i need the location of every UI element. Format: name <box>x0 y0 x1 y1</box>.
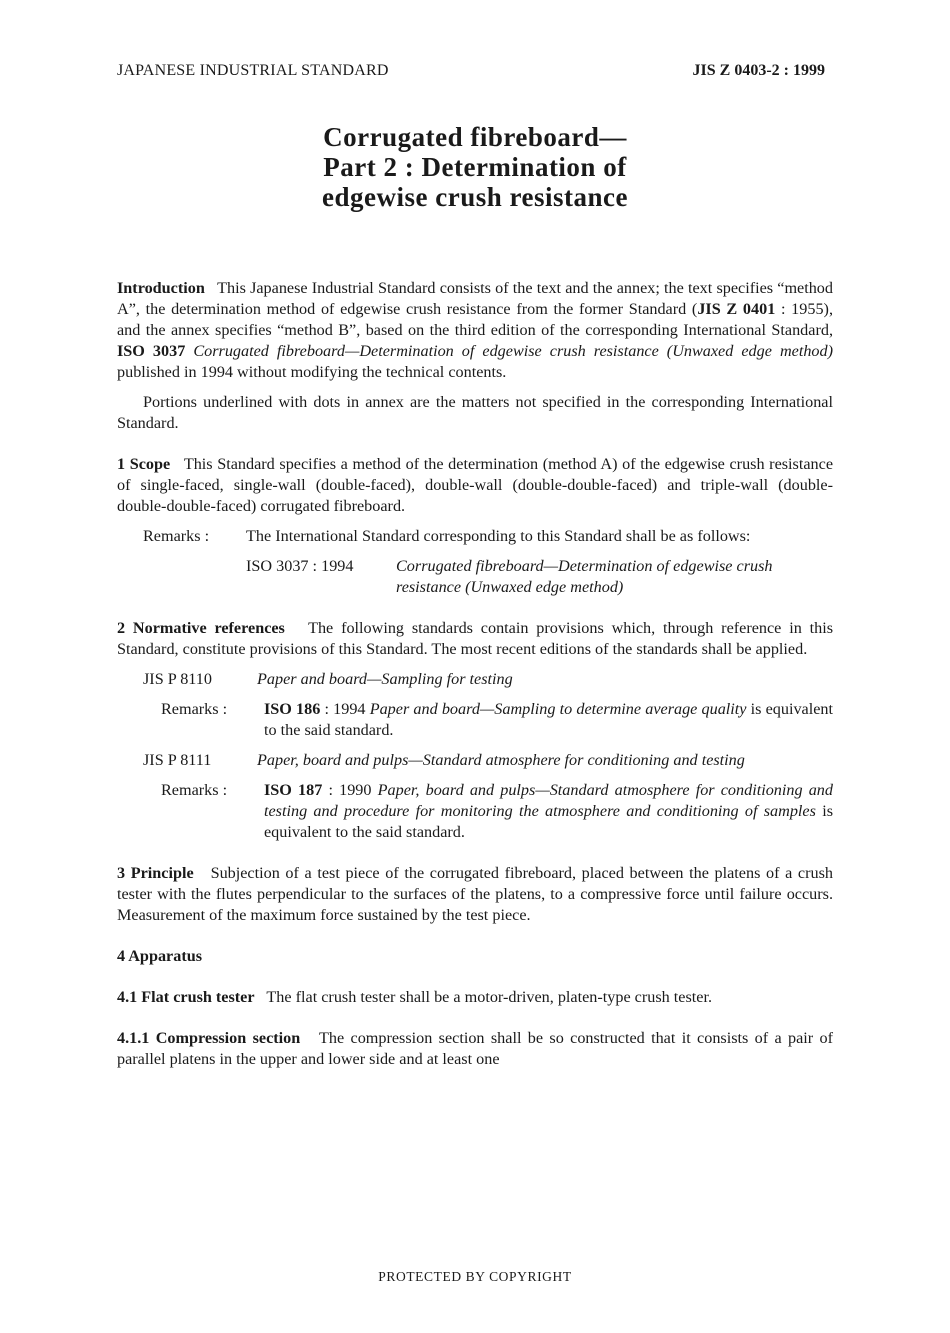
section-4-1-1-text: The compression section shall be so constructed that it consists of a pair of parallel platens in the upper and lower side and at least one <box>117 1029 833 1068</box>
scope-remarks <box>143 526 833 547</box>
principle-text: Subjection of a test piece of the corrugated fibreboard, placed between the platens of a crush tester with the flutes perpendicular to the surfaces of the platens, to a compressive force until failure occurs. Measurement of the maximum force sustained by the test piece. <box>117 864 833 924</box>
apparatus-heading: 4 Apparatus <box>117 947 203 965</box>
scope-iso-code: ISO 3037 : 1994 <box>246 557 354 575</box>
header-left: JAPANESE INDUSTRIAL STANDARD <box>117 62 389 79</box>
intro-text-2: : 1955), and the annex specifies “method B”, based on the third edition of the corresponding International Standard, <box>117 300 833 339</box>
intro-ref-jis: JIS Z 0401 <box>697 300 776 318</box>
ref-2-title: Paper, board and pulps—Standard atmosphere for conditioning and testing <box>257 751 745 769</box>
section-4-1-heading: 4.1 Flat crush tester <box>117 988 255 1006</box>
intro-text-4: published in 1994 without modifying the technical contents. <box>117 363 507 381</box>
section-4-1-1-heading: 4.1.1 Compression section <box>117 1029 301 1047</box>
document-body <box>117 278 833 1070</box>
ref-2-remarks-text <box>264 780 833 843</box>
intro-heading: Introduction <box>117 279 205 297</box>
ref-1-title: Paper and board—Sampling for testing <box>257 670 513 688</box>
scope-iso-title: Corrugated fibreboard—Determination of edgewise crush resistance (Unwaxed edge method) <box>396 557 773 596</box>
intro-text-1: This Japanese Industrial Standard consists of the text and the annex; the text specifies “method A”, the determination method of edgewise crush resistance from the former Standard ( <box>117 279 833 318</box>
scope-paragraph <box>117 454 833 517</box>
ref-2-tail: is equivalent to the said standard. <box>264 802 833 841</box>
ref-2-remarks-label: Remarks : <box>161 781 228 799</box>
scope-remarks-text: The International Standard corresponding to this Standard shall be as follows: <box>246 527 751 545</box>
principle-paragraph <box>117 863 833 926</box>
normative-paragraph <box>117 618 833 660</box>
ref-2-iso-title: Paper, board and pulps—Standard atmosphere for conditioning and testing and procedure for monitoring the atmosphere and conditioning of samples <box>264 781 833 820</box>
scope-heading: 1 Scope <box>117 455 171 473</box>
ref-1-tail: is equivalent to the said standard. <box>264 700 834 739</box>
ref-1-code: JIS P 8110 <box>143 670 212 688</box>
title-line-3: edgewise crush resistance <box>322 182 628 212</box>
scope-iso-ref <box>246 556 833 598</box>
intro-paragraph-2: Portions underlined with dots in annex are the matters not specified in the corresponding International Standard. <box>117 393 833 432</box>
ref-1-remarks-label: Remarks : <box>161 700 228 718</box>
normative-heading: 2 Normative references <box>117 619 285 637</box>
intro-paragraph <box>117 278 833 383</box>
intro-ref-iso: ISO 3037 <box>117 342 186 360</box>
normative-ref-2 <box>143 750 833 771</box>
normative-text: The following standards contain provisions which, through reference in this Standard, constitute provisions of this Standard. The most recent editions of the standards shall be applied. <box>117 619 834 658</box>
intro-iso-title: Corrugated fibreboard—Determination of edgewise crush resistance (Unwaxed edge method) <box>193 342 833 360</box>
section-4-1 <box>117 987 833 1008</box>
section-4-1-text: The flat crush tester shall be a motor-driven, platen-type crush tester. <box>266 988 712 1006</box>
copyright-footer: PROTECTED BY COPYRIGHT <box>378 1269 572 1284</box>
section-4-1-1 <box>117 1028 833 1070</box>
standard-number: JIS Z 0403-2 : 1999 <box>692 62 825 79</box>
scope-remarks-label: Remarks : <box>143 527 210 545</box>
scope-text: This Standard specifies a method of the determination (method A) of the edgewise crush resistance of single-faced, single-wall (double-faced), double-wall (double-double-faced) and triple-wall (double-double-double-faced) corrugated fibreboard. <box>117 455 834 515</box>
ref-2-iso-year: : 1990 <box>322 781 378 799</box>
ref-1-iso-title: Paper and board—Sampling to determine average quality <box>369 700 747 718</box>
title-line-1: Corrugated fibreboard— <box>323 122 627 152</box>
principle-heading: 3 Principle <box>117 864 194 882</box>
title-line-2: Part 2 : Determination of <box>323 152 627 182</box>
ref-1-remarks-text <box>264 699 833 741</box>
ref-2-remarks <box>161 780 833 843</box>
document-title <box>0 122 950 212</box>
ref-2-iso: ISO 187 <box>264 781 323 799</box>
ref-1-iso-year: : 1994 <box>320 700 370 718</box>
ref-1-iso: ISO 186 <box>264 700 321 718</box>
ref-2-code: JIS P 8111 <box>143 751 212 769</box>
ref-1-remarks <box>161 699 833 741</box>
normative-ref-1 <box>143 669 833 690</box>
